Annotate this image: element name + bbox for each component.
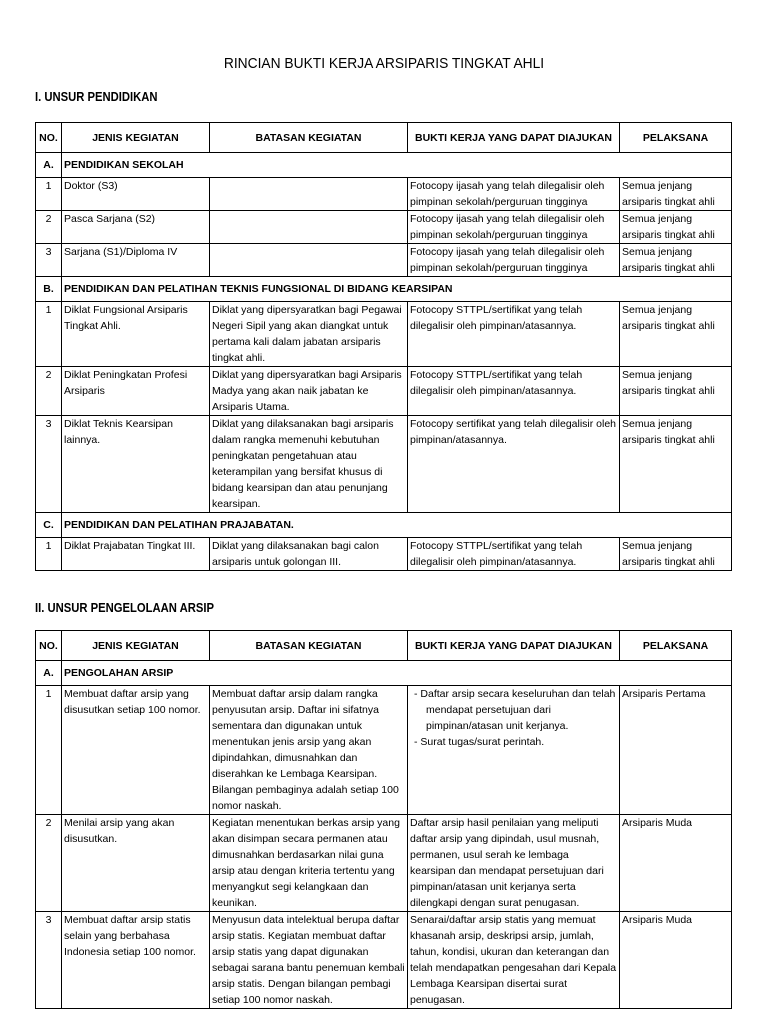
row-pelaksana: Arsiparis Muda	[620, 815, 732, 912]
category-row	[36, 153, 732, 178]
category-row	[36, 277, 732, 302]
header-batasan: BATASAN KEGIATAN	[210, 631, 408, 661]
category-row	[36, 513, 732, 538]
category-label: PENDIDIKAN SEKOLAH	[62, 153, 732, 178]
row-no: 2	[36, 211, 62, 244]
row-batasan: Kegiatan menentukan berkas arsip yang akan disimpan secara permanen atau dimusnahkan berdasarkan nilai guna arsip atau dengan kriteria tertentu yang menyangkut segi kelangkaan dan keunikan.	[210, 815, 408, 912]
row-no: 3	[36, 912, 62, 1009]
row-batasan	[210, 178, 408, 211]
row-bukti: Fotocopy STTPL/sertifikat yang telah dilegalisir oleh pimpinan/atasannya.	[408, 302, 620, 367]
row-batasan: Diklat yang dilaksanakan bagi arsiparis dalam rangka memenuhi kebutuhan peningkatan pengetahuan atau keterampilan yang bersifat khusus di bidang kearsipan dan atau penunjang kearsipan.	[210, 416, 408, 513]
row-batasan	[210, 244, 408, 277]
row-jenis: Diklat Fungsional Arsiparis Tingkat Ahli.	[62, 302, 210, 367]
row-bukti: Fotocopy STTPL/sertifikat yang telah dilegalisir oleh pimpinan/atasannya.	[408, 538, 620, 571]
bukti-item: - Surat tugas/surat perintah.	[414, 736, 545, 748]
category-no: A.	[36, 661, 62, 686]
category-no: A.	[36, 153, 62, 178]
row-batasan: Diklat yang dipersyaratkan bagi Arsiparis Madya yang akan naik jabatan ke Arsiparis Utama.	[210, 367, 408, 416]
row-jenis: Diklat Peningkatan Profesi Arsiparis	[62, 367, 210, 416]
row-pelaksana: Semua jenjang arsiparis tingkat ahli	[620, 367, 732, 416]
row-pelaksana: Semua jenjang arsiparis tingkat ahli	[620, 244, 732, 277]
table-row	[36, 538, 732, 571]
row-pelaksana: Arsiparis Muda	[620, 912, 732, 1009]
row-no: 3	[36, 244, 62, 277]
table-row	[36, 686, 732, 815]
row-bukti: Fotocopy ijasah yang telah dilegalisir oleh pimpinan sekolah/perguruan tingginya	[408, 244, 620, 277]
header-bukti: BUKTI KERJA YANG DAPAT DIAJUKAN	[408, 123, 620, 153]
category-label: PENGOLAHAN ARSIP	[62, 661, 732, 686]
category-no: C.	[36, 513, 62, 538]
row-batasan: Menyusun data intelektual berupa daftar arsip statis. Kegiatan membuat daftar arsip statis yang dapat digunakan sebagai sarana bantu penemuan kembali arsip statis. Dengan bilangan pembagi setiap 100 nomor naskah.	[210, 912, 408, 1009]
row-no: 1	[36, 302, 62, 367]
row-jenis: Sarjana (S1)/Diploma IV	[62, 244, 210, 277]
row-jenis: Diklat Prajabatan Tingkat III.	[62, 538, 210, 571]
table-row	[36, 416, 732, 513]
row-batasan: Diklat yang dilaksanakan bagi calon arsiparis untuk golongan III.	[210, 538, 408, 571]
table-row	[36, 815, 732, 912]
row-bukti	[408, 686, 620, 815]
category-label: PENDIDIKAN DAN PELATIHAN TEKNIS FUNGSIONAL DI BIDANG KEARSIPAN	[62, 277, 732, 302]
section-1-title: I. UNSUR PENDIDIKAN	[35, 90, 158, 104]
header-bukti: BUKTI KERJA YANG DAPAT DIAJUKAN	[408, 631, 620, 661]
section-2-title: II. UNSUR PENGELOLAAN ARSIP	[35, 601, 214, 615]
row-pelaksana: Semua jenjang arsiparis tingkat ahli	[620, 302, 732, 367]
row-bukti: Fotocopy STTPL/sertifikat yang telah dilegalisir oleh pimpinan/atasannya.	[408, 367, 620, 416]
archive-management-table	[35, 630, 732, 1009]
table-row	[36, 912, 732, 1009]
row-jenis: Pasca Sarjana (S2)	[62, 211, 210, 244]
row-no: 1	[36, 178, 62, 211]
table-row	[36, 367, 732, 416]
header-no: NO.	[36, 631, 62, 661]
row-no: 1	[36, 686, 62, 815]
row-jenis: Membuat daftar arsip yang disusutkan setiap 100 nomor.	[62, 686, 210, 815]
row-batasan: Diklat yang dipersyaratkan bagi Pegawai Negeri Sipil yang akan diangkat untuk pertama kali dalam jabatan arsiparis tingkat ahli.	[210, 302, 408, 367]
row-bukti: Daftar arsip hasil penilaian yang meliputi daftar arsip yang dipindah, usul musnah, permanen, usul serah ke lembaga kearsipan dan mendapat persetujuan dari pimpinan/atasan unit kerjanya serta dilengkapi dengan surat penugasan.	[408, 815, 620, 912]
row-jenis: Doktor (S3)	[62, 178, 210, 211]
row-jenis: Menilai arsip yang akan disusutkan.	[62, 815, 210, 912]
row-pelaksana: Semua jenjang arsiparis tingkat ahli	[620, 178, 732, 211]
header-jenis: JENIS KEGIATAN	[62, 631, 210, 661]
category-no: B.	[36, 277, 62, 302]
row-no: 2	[36, 815, 62, 912]
row-pelaksana: Arsiparis Pertama	[620, 686, 732, 815]
table-row	[36, 178, 732, 211]
row-no: 2	[36, 367, 62, 416]
row-bukti: Senarai/daftar arsip statis yang memuat khasanah arsip, deskripsi arsip, jumlah, tahun, kondisi, ukuran dan keterangan dan telah mendapatkan pengesahan dari Kepala Lembaga Kearsipan disertai surat penugasan.	[408, 912, 620, 1009]
category-label: PENDIDIKAN DAN PELATIHAN PRAJABATAN.	[62, 513, 732, 538]
row-bukti: Fotocopy sertifikat yang telah dilegalisir oleh pimpinan/atasannya.	[408, 416, 620, 513]
table-row	[36, 244, 732, 277]
header-no: NO.	[36, 123, 62, 153]
table-header-row	[36, 123, 732, 153]
row-pelaksana: Semua jenjang arsiparis tingkat ahli	[620, 538, 732, 571]
document-title: RINCIAN BUKTI KERJA ARSIPARIS TINGKAT AHLI	[223, 55, 545, 72]
header-jenis: JENIS KEGIATAN	[62, 123, 210, 153]
row-no: 3	[36, 416, 62, 513]
row-jenis: Membuat daftar arsip statis selain yang berbahasa Indonesia setiap 100 nomor.	[62, 912, 210, 1009]
bukti-item: - Daftar arsip secara keseluruhan dan telah mendapat persetujuan dari pimpinan/atasan unit kerjanya.	[414, 688, 616, 732]
header-pelaksana: PELAKSANA	[620, 631, 732, 661]
table-row	[36, 211, 732, 244]
header-pelaksana: PELAKSANA	[620, 123, 732, 153]
category-row	[36, 661, 732, 686]
row-bukti: Fotocopy ijasah yang telah dilegalisir oleh pimpinan sekolah/perguruan tingginya	[408, 178, 620, 211]
row-batasan	[210, 211, 408, 244]
row-pelaksana: Semua jenjang arsiparis tingkat ahli	[620, 211, 732, 244]
row-jenis: Diklat Teknis Kearsipan lainnya.	[62, 416, 210, 513]
row-no: 1	[36, 538, 62, 571]
table-header-row	[36, 631, 732, 661]
table-row	[36, 302, 732, 367]
row-batasan: Membuat daftar arsip dalam rangka penyusutan arsip. Daftar ini sifatnya sementara dan digunakan untuk menentukan jenis arsip yang akan dipindahkan, dimusnahkan dan diserahkan ke Lembaga Kearsipan. Bilangan pembaginya adalah setiap 100 nomor naskah.	[210, 686, 408, 815]
row-pelaksana: Semua jenjang arsiparis tingkat ahli	[620, 416, 732, 513]
education-table	[35, 122, 732, 571]
header-batasan: BATASAN KEGIATAN	[210, 123, 408, 153]
row-bukti: Fotocopy ijasah yang telah dilegalisir oleh pimpinan sekolah/perguruan tingginya	[408, 211, 620, 244]
